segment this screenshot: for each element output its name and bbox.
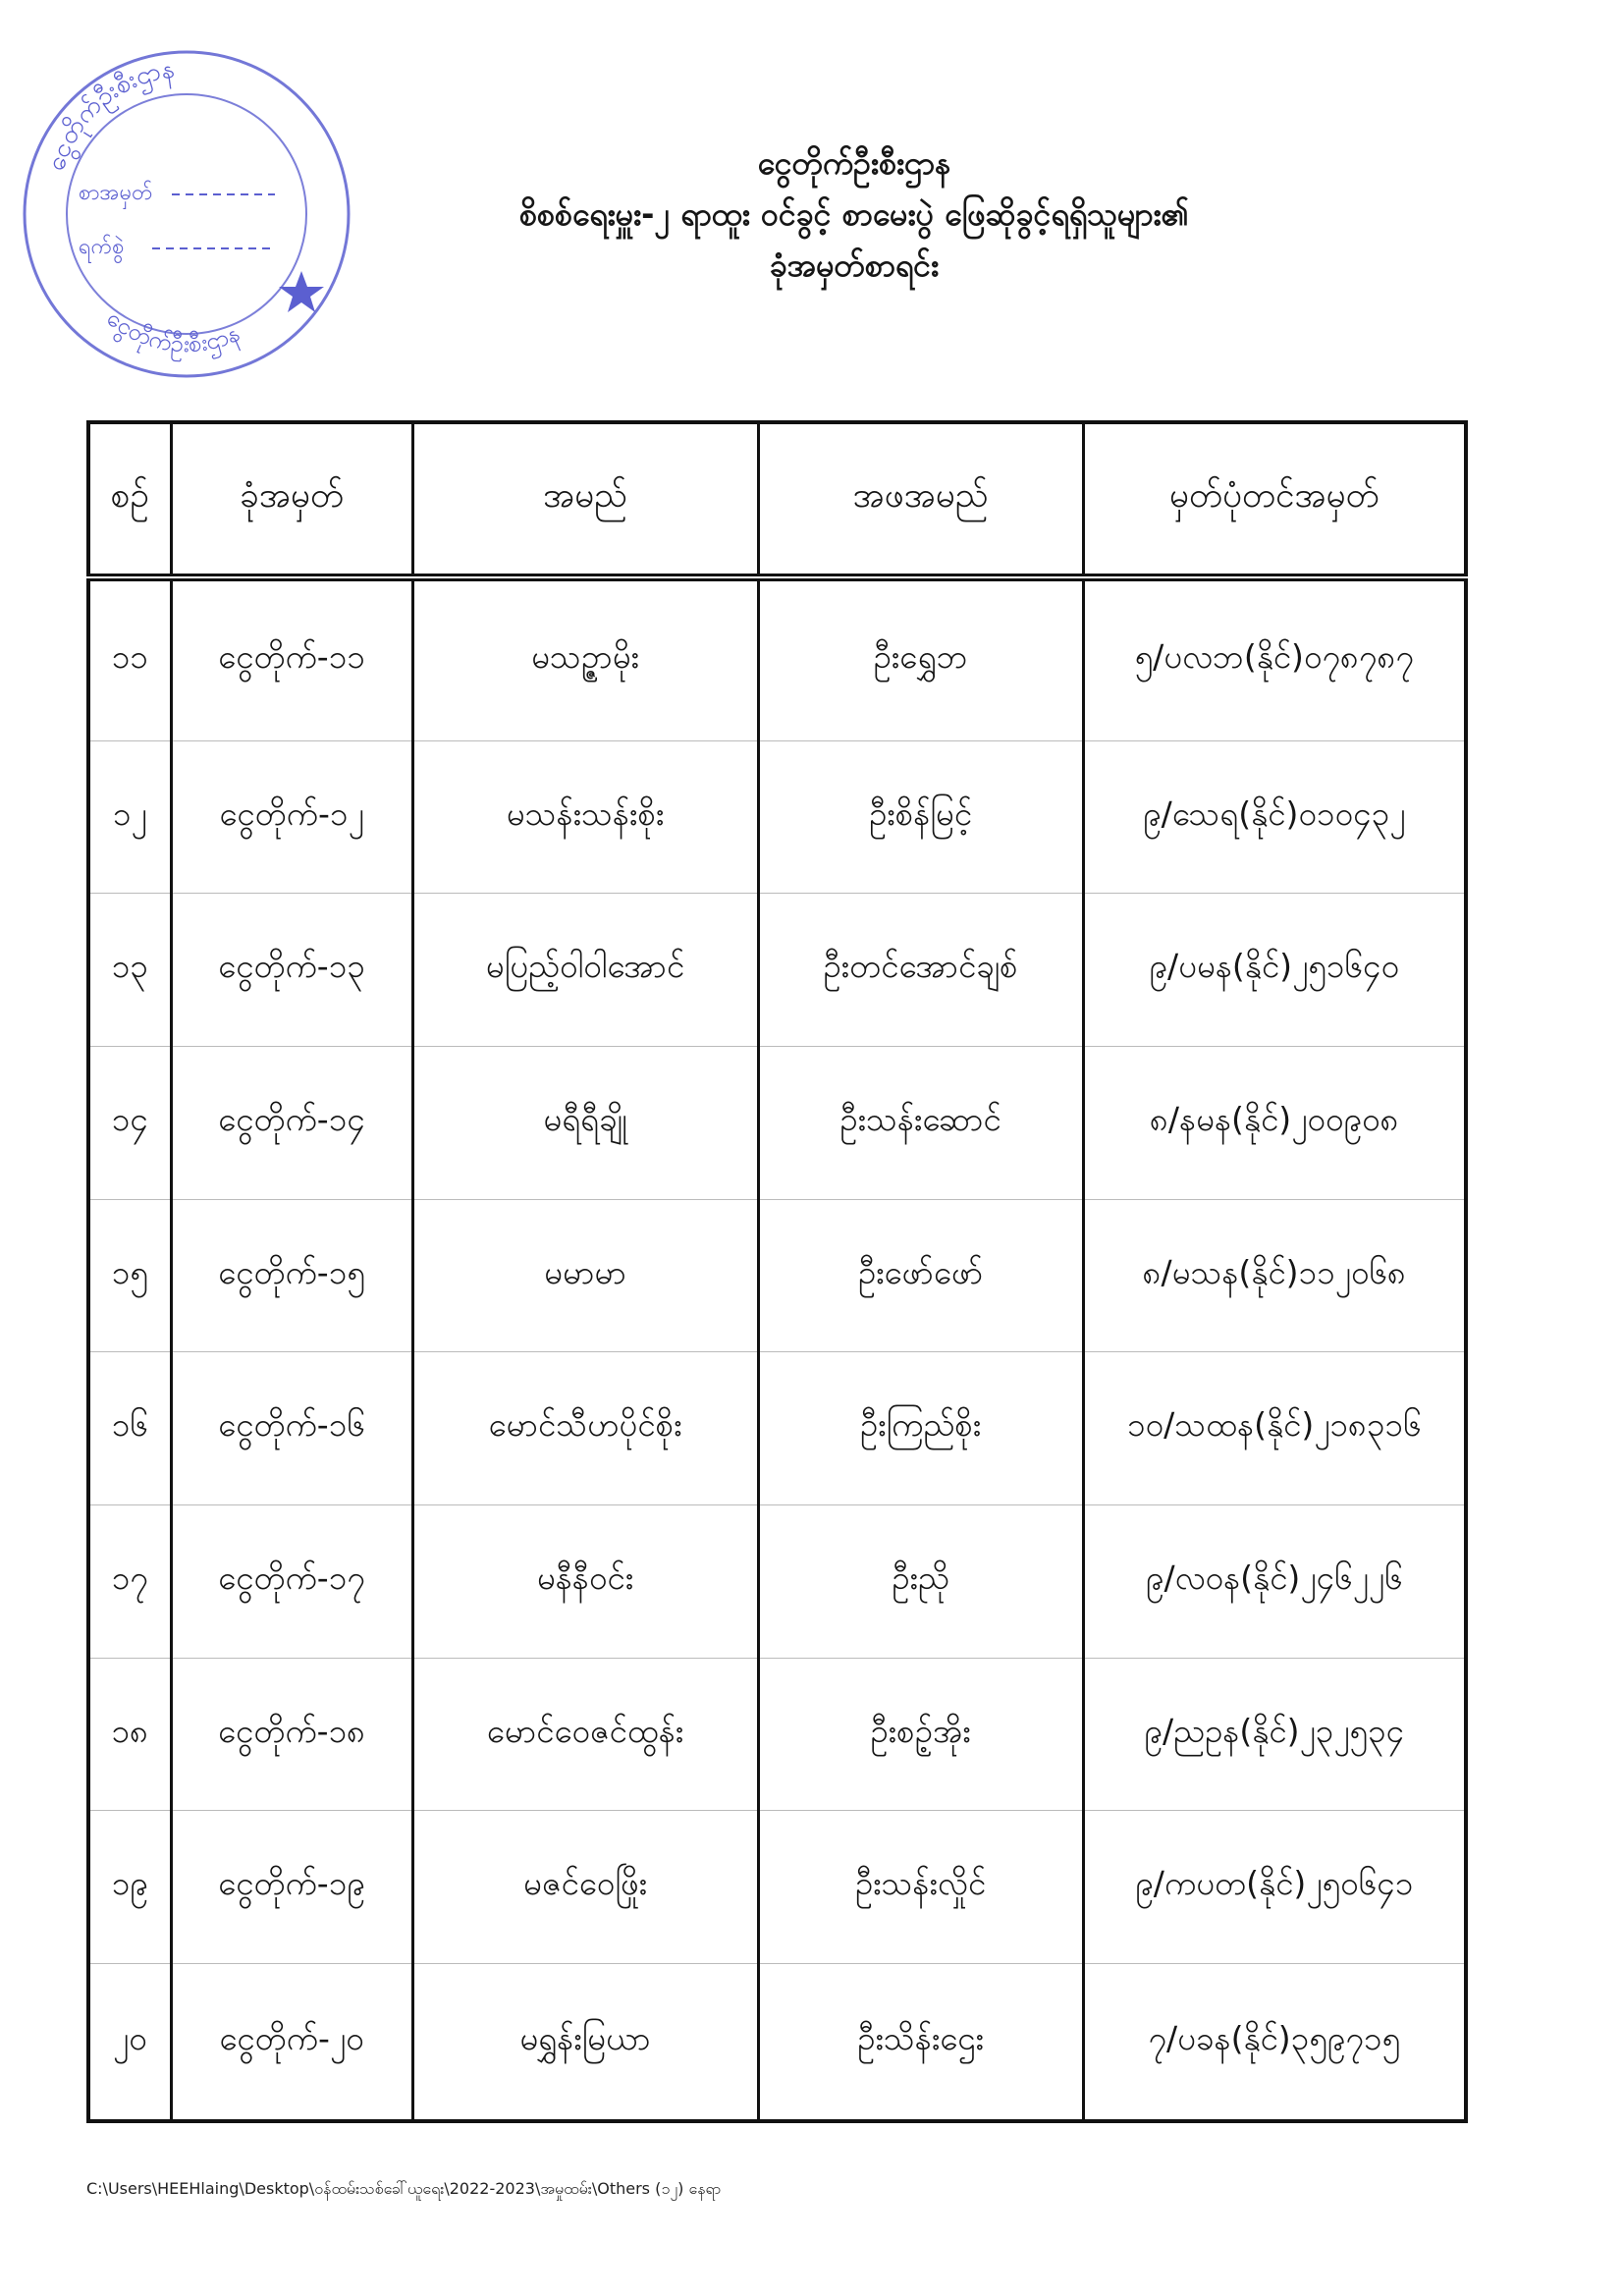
header-father-name: အဖအမည် bbox=[758, 422, 1083, 577]
cell-name: မမာမာ bbox=[412, 1199, 758, 1352]
cell-seat-number: ငွေတိုက်-၁၉ bbox=[171, 1811, 412, 1964]
cell-serial: ၂၀ bbox=[88, 1964, 171, 2121]
cell-serial: ၁၁ bbox=[88, 577, 171, 740]
cell-seat-number: ငွေတိုက်-၁၄ bbox=[171, 1047, 412, 1200]
cell-serial: ၁၈ bbox=[88, 1658, 171, 1811]
cell-name: မသဉ္ဇာမိုး bbox=[412, 577, 758, 740]
cell-nrc-number: ၁၀/သထန(နိုင်)၂၁၈၃၁၆ bbox=[1083, 1352, 1466, 1505]
header-seat-number: ခုံအမှတ် bbox=[171, 422, 412, 577]
header-line-1: ငွေတိုက်ဦးစီးဌာန bbox=[757, 144, 951, 182]
header-nrc-number: မှတ်ပုံတင်အမှတ် bbox=[1083, 422, 1466, 577]
cell-father-name: ဦးစဥ့်အိုး bbox=[758, 1658, 1083, 1811]
official-seal bbox=[10, 18, 363, 410]
cell-name: မဇင်ဝေဖြိုး bbox=[412, 1811, 758, 1964]
cell-father-name: ဦးရွှေဘ bbox=[758, 577, 1083, 740]
cell-name: မောင်သီဟပိုင်စိုး bbox=[412, 1352, 758, 1505]
cell-seat-number: ငွေတိုက်-၁၂ bbox=[171, 740, 412, 894]
cell-serial: ၁၅ bbox=[88, 1199, 171, 1352]
cell-nrc-number: ၈/မသန(နိုင်)၁၁၂၀၆၈ bbox=[1083, 1199, 1466, 1352]
table-row bbox=[88, 1047, 1466, 1200]
cell-serial: ၁၃ bbox=[88, 894, 171, 1047]
cell-father-name: ဦးညို bbox=[758, 1505, 1083, 1659]
cell-seat-number: ငွေတိုက်-၁၅ bbox=[171, 1199, 412, 1352]
cell-father-name: ဦးဖော်ဖော် bbox=[758, 1199, 1083, 1352]
cell-serial: ၁၇ bbox=[88, 1505, 171, 1659]
cell-nrc-number: ၉/ညဥန(နိုင်)၂၃၂၅၃၄ bbox=[1083, 1658, 1466, 1811]
seal-outer-text: ငွေတိုက်ဦးစီးဌာန bbox=[40, 54, 177, 175]
cell-serial: ၁၆ bbox=[88, 1352, 171, 1505]
table-row bbox=[88, 1199, 1466, 1352]
table-row bbox=[88, 1505, 1466, 1659]
cell-father-name: ဦးသန်းဆောင် bbox=[758, 1047, 1083, 1200]
seal-bottom-text: ငွေတိုက်ဦးစီးဌာန bbox=[101, 303, 244, 358]
table-row bbox=[88, 1964, 1466, 2121]
seat-number-table bbox=[86, 420, 1468, 2123]
cell-nrc-number: ၉/လဝန(နိုင်)၂၄၆၂၂၆ bbox=[1083, 1505, 1466, 1659]
cell-name: မပြည့်ဝါဝါအောင် bbox=[412, 894, 758, 1047]
cell-seat-number: ငွေတိုက်-၁၃ bbox=[171, 894, 412, 1047]
table-row bbox=[88, 577, 1466, 740]
table-row bbox=[88, 1352, 1466, 1505]
cell-serial: ၁၂ bbox=[88, 740, 171, 894]
seal-line1-label: စာအမှတ် bbox=[79, 181, 153, 205]
header-serial: စဉ် bbox=[88, 422, 171, 577]
cell-father-name: ဦးကြည်စိုး bbox=[758, 1352, 1083, 1505]
cell-father-name: ဦးစိန်မြင့် bbox=[758, 740, 1083, 894]
cell-serial: ၁၄ bbox=[88, 1047, 171, 1200]
header-name: အမည် bbox=[412, 422, 758, 577]
seal-line2-label: ရက်စွဲ bbox=[79, 235, 125, 259]
cell-seat-number: ငွေတိုက်-၁၈ bbox=[171, 1658, 412, 1811]
seal-star-icon bbox=[279, 271, 324, 312]
cell-name: မရွှန်းမြယာ bbox=[412, 1964, 758, 2121]
cell-name: မနီနီဝင်း bbox=[412, 1505, 758, 1659]
cell-nrc-number: ၇/ပခန(နိုင်)၃၅၉၇၁၅ bbox=[1083, 1964, 1466, 2121]
cell-nrc-number: ၉/ကပတ(နိုင်)၂၅၀၆၄၁ bbox=[1083, 1811, 1466, 1964]
cell-seat-number: ငွေတိုက်-၁၁ bbox=[171, 577, 412, 740]
cell-father-name: ဦးသိန်းဌေး bbox=[758, 1964, 1083, 2121]
table-row bbox=[88, 894, 1466, 1047]
cell-nrc-number: ၉/ပမန(နိုင်)၂၅၁၆၄၀ bbox=[1083, 894, 1466, 1047]
cell-name: မောင်ဝေဇင်ထွန်း bbox=[412, 1658, 758, 1811]
cell-seat-number: ငွေတိုက်-၁၇ bbox=[171, 1505, 412, 1659]
cell-nrc-number: ၉/သေရ(နိုင်)၀၁၀၄၃၂ bbox=[1083, 740, 1466, 894]
cell-father-name: ဦးသန်းလှိုင် bbox=[758, 1811, 1083, 1964]
header-line-2: စိစစ်ရေးမှူး-၂ ရာထူး ဝင်ခွင့် စာမေးပွဲ ဖြေဆိုခွင့်ရရှိသူများ၏ bbox=[518, 195, 1190, 233]
cell-father-name: ဦးတင်အောင်ချစ် bbox=[758, 894, 1083, 1047]
cell-name: မသန်းသန်းစိုး bbox=[412, 740, 758, 894]
document-header bbox=[363, 137, 1345, 291]
cell-nrc-number: ၈/နမန(နိုင်)၂၀၀၉၀၈ bbox=[1083, 1047, 1466, 1200]
cell-serial: ၁၉ bbox=[88, 1811, 171, 1964]
table-row bbox=[88, 740, 1466, 894]
cell-seat-number: ငွေတိုက်-၁၆ bbox=[171, 1352, 412, 1505]
table-header-row bbox=[88, 422, 1466, 577]
table-row bbox=[88, 1811, 1466, 1964]
cell-nrc-number: ၅/ပလဘ(နိုင်)၀၇၈၇၈၇ bbox=[1083, 577, 1466, 740]
table-row bbox=[88, 1658, 1466, 1811]
header-line-3: ခုံအမှတ်စာရင်း bbox=[769, 246, 940, 284]
cell-name: မရီရီချို bbox=[412, 1047, 758, 1200]
svg-text:ငွေတိုက်ဦးစီးဌာန bbox=[98, 304, 245, 363]
cell-seat-number: ငွေတိုက်-၂၀ bbox=[171, 1964, 412, 2121]
file-path-footer: C:\Users\HEEHlaing\Desktop\ဝန်ထမ်းသစ်ခေါ်ယူရေး\2022-2023\အမှုထမ်း\Others (၁၂) နေရာ bbox=[86, 2179, 722, 2198]
